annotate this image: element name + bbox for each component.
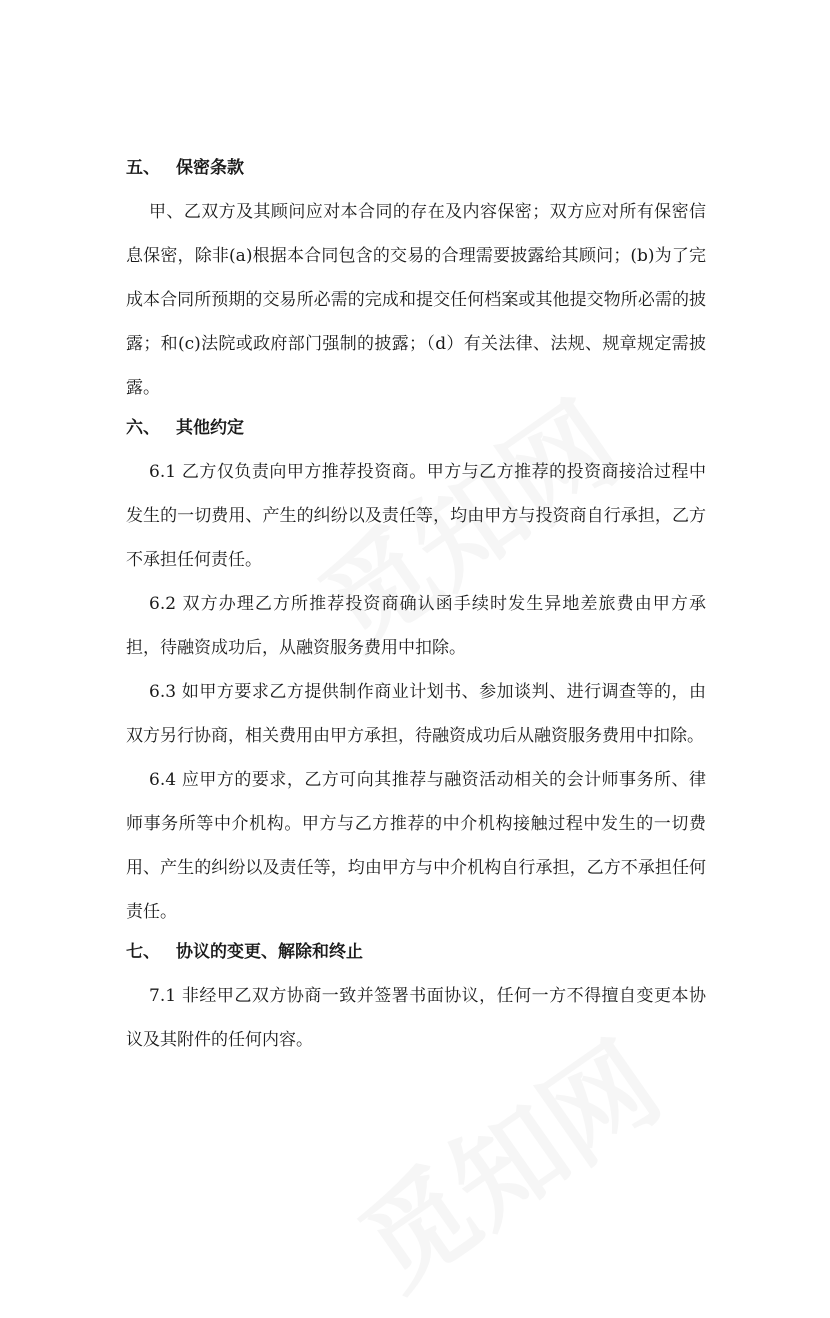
section-title: 其他约定 <box>176 418 244 438</box>
paragraph: 6.3 如甲方要求乙方提供制作商业计划书、参加谈判、进行调查等的，由双方另行协商，相关费用由甲方承担，待融资成功后从融资服务费用中扣除。 <box>126 682 706 746</box>
section-number: 七、 <box>126 942 160 962</box>
section-number: 五、 <box>126 158 160 178</box>
section-title: 协议的变更、解除和终止 <box>176 942 363 962</box>
section-number: 六、 <box>126 418 160 438</box>
section-heading <box>126 416 244 440</box>
paragraph: 6.1 乙方仅负责向甲方推荐投资商。甲方与乙方推荐的投资商接洽过程中发生的一切费用、产生的纠纷以及责任等，均由甲方与投资商自行承担，乙方不承担任何责任。 <box>126 462 706 570</box>
paragraph: 7.1 非经甲乙双方协商一致并签署书面协议，任何一方不得擅自变更本协议及其附件的任何内容。 <box>126 986 706 1050</box>
paragraph: 6.4 应甲方的要求，乙方可向其推荐与融资活动相关的会计师事务所、律师事务所等中介机构。甲方与乙方推荐的中介机构接触过程中发生的一切费用、产生的纠纷以及责任等，均由甲方与中介机构自行承担，乙方不承担任何责任。 <box>126 770 706 922</box>
paragraph: 6.2 双方办理乙方所推荐投资商确认函手续时发生异地差旅费由甲方承担，待融资成功后，从融资服务费用中扣除。 <box>126 594 706 658</box>
paragraph: 甲、乙双方及其顾问应对本合同的存在及内容保密；双方应对所有保密信息保密，除非(a)根据本合同包含的交易的合理需要披露给其顾问；(b)为了完成本合同所预期的交易所必需的完成和提交任何档案或其他提交物所必需的披露；和(c)法院或政府部门强制的披露；（d）有关法律、法规、规章规定需披露。 <box>126 202 706 398</box>
section-title: 保密条款 <box>176 158 244 178</box>
section-heading <box>126 940 363 964</box>
section-heading <box>126 156 244 180</box>
